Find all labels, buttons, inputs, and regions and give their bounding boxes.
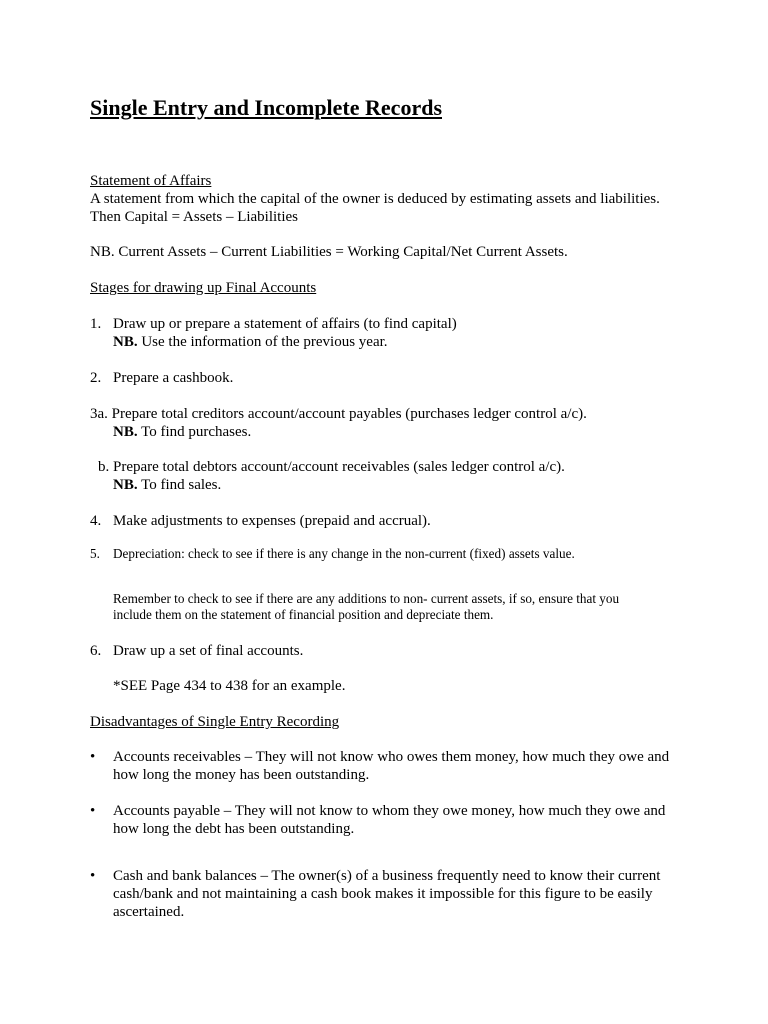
- stage-3a-note: [113, 423, 251, 441]
- stage-4-text: Make adjustments to expenses (prepaid and accrual).: [113, 513, 431, 529]
- stage-3b-note: [113, 476, 221, 494]
- bullet-3-glyph: •: [90, 868, 96, 884]
- stage-5-remember-line-2: include them on the statement of financial position and depreciate them.: [113, 607, 494, 622]
- page-reference-note: *SEE Page 434 to 438 for an example.: [113, 678, 346, 694]
- stage-5-remember-line-1: Remember to check to see if there are any additions to non- current assets, if so, ensure that you: [113, 591, 620, 606]
- stage-6-number: 6.: [90, 643, 102, 659]
- bullet-1-glyph: •: [90, 749, 96, 765]
- stage-3b-nb-text: To find sales.: [141, 477, 222, 493]
- stage-4-number: 4.: [90, 513, 102, 529]
- bullet-3-line-3: ascertained.: [113, 904, 185, 920]
- stage-3a-text: 3a. Prepare total creditors account/account payables (purchases ledger control a/c).: [90, 406, 587, 422]
- statement-of-affairs-heading: Statement of Affairs: [90, 173, 212, 189]
- stage-2-number: 2.: [90, 370, 102, 386]
- stage-3a-nb-text: To find purchases.: [141, 424, 252, 440]
- document-title: Single Entry and Incomplete Records: [90, 95, 442, 120]
- disadvantages-heading: Disadvantages of Single Entry Recording: [90, 714, 340, 730]
- bullet-1-line-2: how long the money has been outstanding.: [113, 767, 370, 783]
- stage-5-number: 5.: [90, 546, 100, 561]
- stage-3b-text: b. Prepare total debtors account/account receivables (sales ledger control a/c).: [98, 459, 565, 475]
- stage-3a-nb-label: NB.: [113, 424, 138, 440]
- statement-of-affairs-definition: A statement from which the capital of the owner is deduced by estimating assets and liabilities.: [90, 191, 660, 207]
- stage-6-text: Draw up a set of final accounts.: [113, 643, 304, 659]
- bullet-2-line-2: how long the debt has been outstanding.: [113, 821, 355, 837]
- bullet-3-line-2: cash/bank and not maintaining a cash book makes it impossible for this figure to be easily: [113, 886, 653, 902]
- stage-1-number: 1.: [90, 316, 102, 332]
- bullet-2-glyph: •: [90, 803, 96, 819]
- stages-heading: Stages for drawing up Final Accounts: [90, 280, 317, 296]
- capital-formula: Then Capital = Assets – Liabilities: [90, 209, 299, 225]
- stage-1-nb-label: NB.: [113, 334, 138, 350]
- stage-1-text: Draw up or prepare a statement of affairs (to find capital): [113, 316, 457, 332]
- working-capital-note: NB. Current Assets – Current Liabilities = Working Capital/Net Current Assets.: [90, 244, 568, 260]
- bullet-3-line-1: Cash and bank balances – The owner(s) of a business frequently need to know their current: [113, 868, 661, 884]
- bullet-2-line-1: Accounts payable – They will not know to whom they owe money, how much they owe and: [113, 803, 666, 819]
- stage-5-text: Depreciation: check to see if there is any change in the non-current (fixed) assets value.: [113, 546, 575, 561]
- stage-1-nb-text: Use the information of the previous year.: [141, 334, 388, 350]
- bullet-1-line-1: Accounts receivables – They will not know who owes them money, how much they owe and: [113, 749, 670, 765]
- stage-3b-nb-label: NB.: [113, 477, 138, 493]
- stage-1-note: [113, 333, 388, 351]
- stage-2-text: Prepare a cashbook.: [113, 370, 234, 386]
